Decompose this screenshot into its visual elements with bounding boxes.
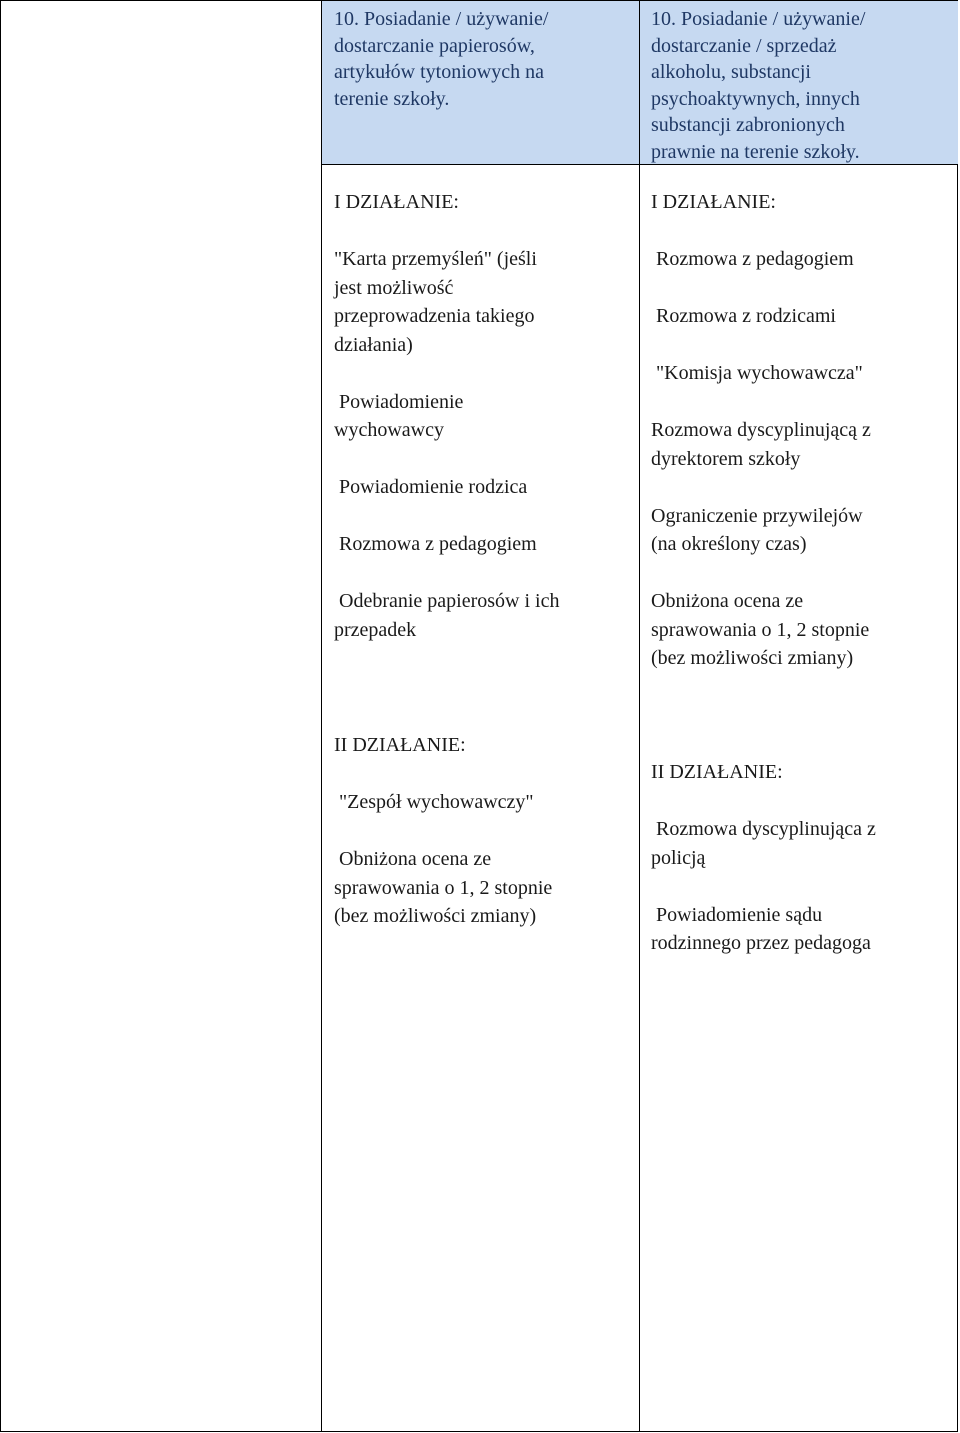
action-item: Rozmowa z pedagogiem: [334, 533, 537, 555]
action-item: "Komisja wychowawcza": [651, 362, 863, 384]
header-line: 10. Posiadanie / używanie/: [334, 8, 549, 30]
header-line: dostarczanie / sprzedaż: [651, 34, 837, 57]
action-item: Rozmowa dyscyplinująca z policją: [651, 818, 876, 869]
alcohol-action-1: [651, 188, 956, 673]
action-title: II DZIAŁANIE:: [651, 761, 783, 783]
action-item: Ograniczenie przywilejów (na określony czas): [651, 504, 863, 555]
action-item: Odebranie papierosów i ich przepadek: [334, 590, 560, 641]
header-cell-tobacco: [334, 6, 634, 112]
action-item: Rozmowa z pedagogiem: [651, 248, 854, 270]
action-item: Powiadomienie rodzica: [334, 476, 528, 498]
header-line: dostarczanie papierosów,: [334, 34, 535, 57]
header-line: prawnie na terenie szkoły.: [651, 140, 860, 163]
header-line: substancji zabronionych: [651, 114, 845, 136]
alcohol-action-2: [651, 758, 956, 958]
action-item: Rozmowa z rodzicami: [651, 305, 836, 327]
column-divider-2: [639, 1, 640, 1431]
header-cell-alcohol: [651, 6, 956, 165]
action-item: Powiadomienie sądu rodzinnego przez pedagoga: [651, 903, 871, 954]
header-line: terenie szkoły.: [334, 87, 450, 110]
action-title: I DZIAŁANIE:: [651, 191, 776, 213]
header-line: artykułów tytoniowych na: [334, 61, 544, 83]
tobacco-action-1: [334, 188, 634, 644]
action-item: Obniżona ocena ze sprawowania o 1, 2 stopnie (bez możliwości zmiany): [334, 848, 553, 927]
header-line: 10. Posiadanie / używanie/: [651, 8, 866, 30]
action-item: Rozmowa dyscyplinującą z dyrektorem szkoły: [651, 419, 871, 470]
action-title: I DZIAŁANIE:: [334, 191, 459, 213]
action-item: Powiadomienie wychowawcy: [334, 390, 464, 441]
action-item: "Karta przemyśleń" (jeśli jest możliwość przeprowadzenia takiego działania): [334, 248, 537, 356]
header-line: alkoholu, substancji: [651, 61, 811, 83]
action-item: Obniżona ocena ze sprawowania o 1, 2 stopnie (bez możliwości zmiany): [651, 590, 870, 669]
action-title: II DZIAŁANIE:: [334, 734, 466, 756]
action-item: "Zespół wychowawczy": [334, 791, 534, 813]
header-line: psychoaktywnych, innych: [651, 87, 860, 110]
tobacco-action-2: [334, 731, 634, 931]
column-divider-1: [321, 1, 322, 1431]
